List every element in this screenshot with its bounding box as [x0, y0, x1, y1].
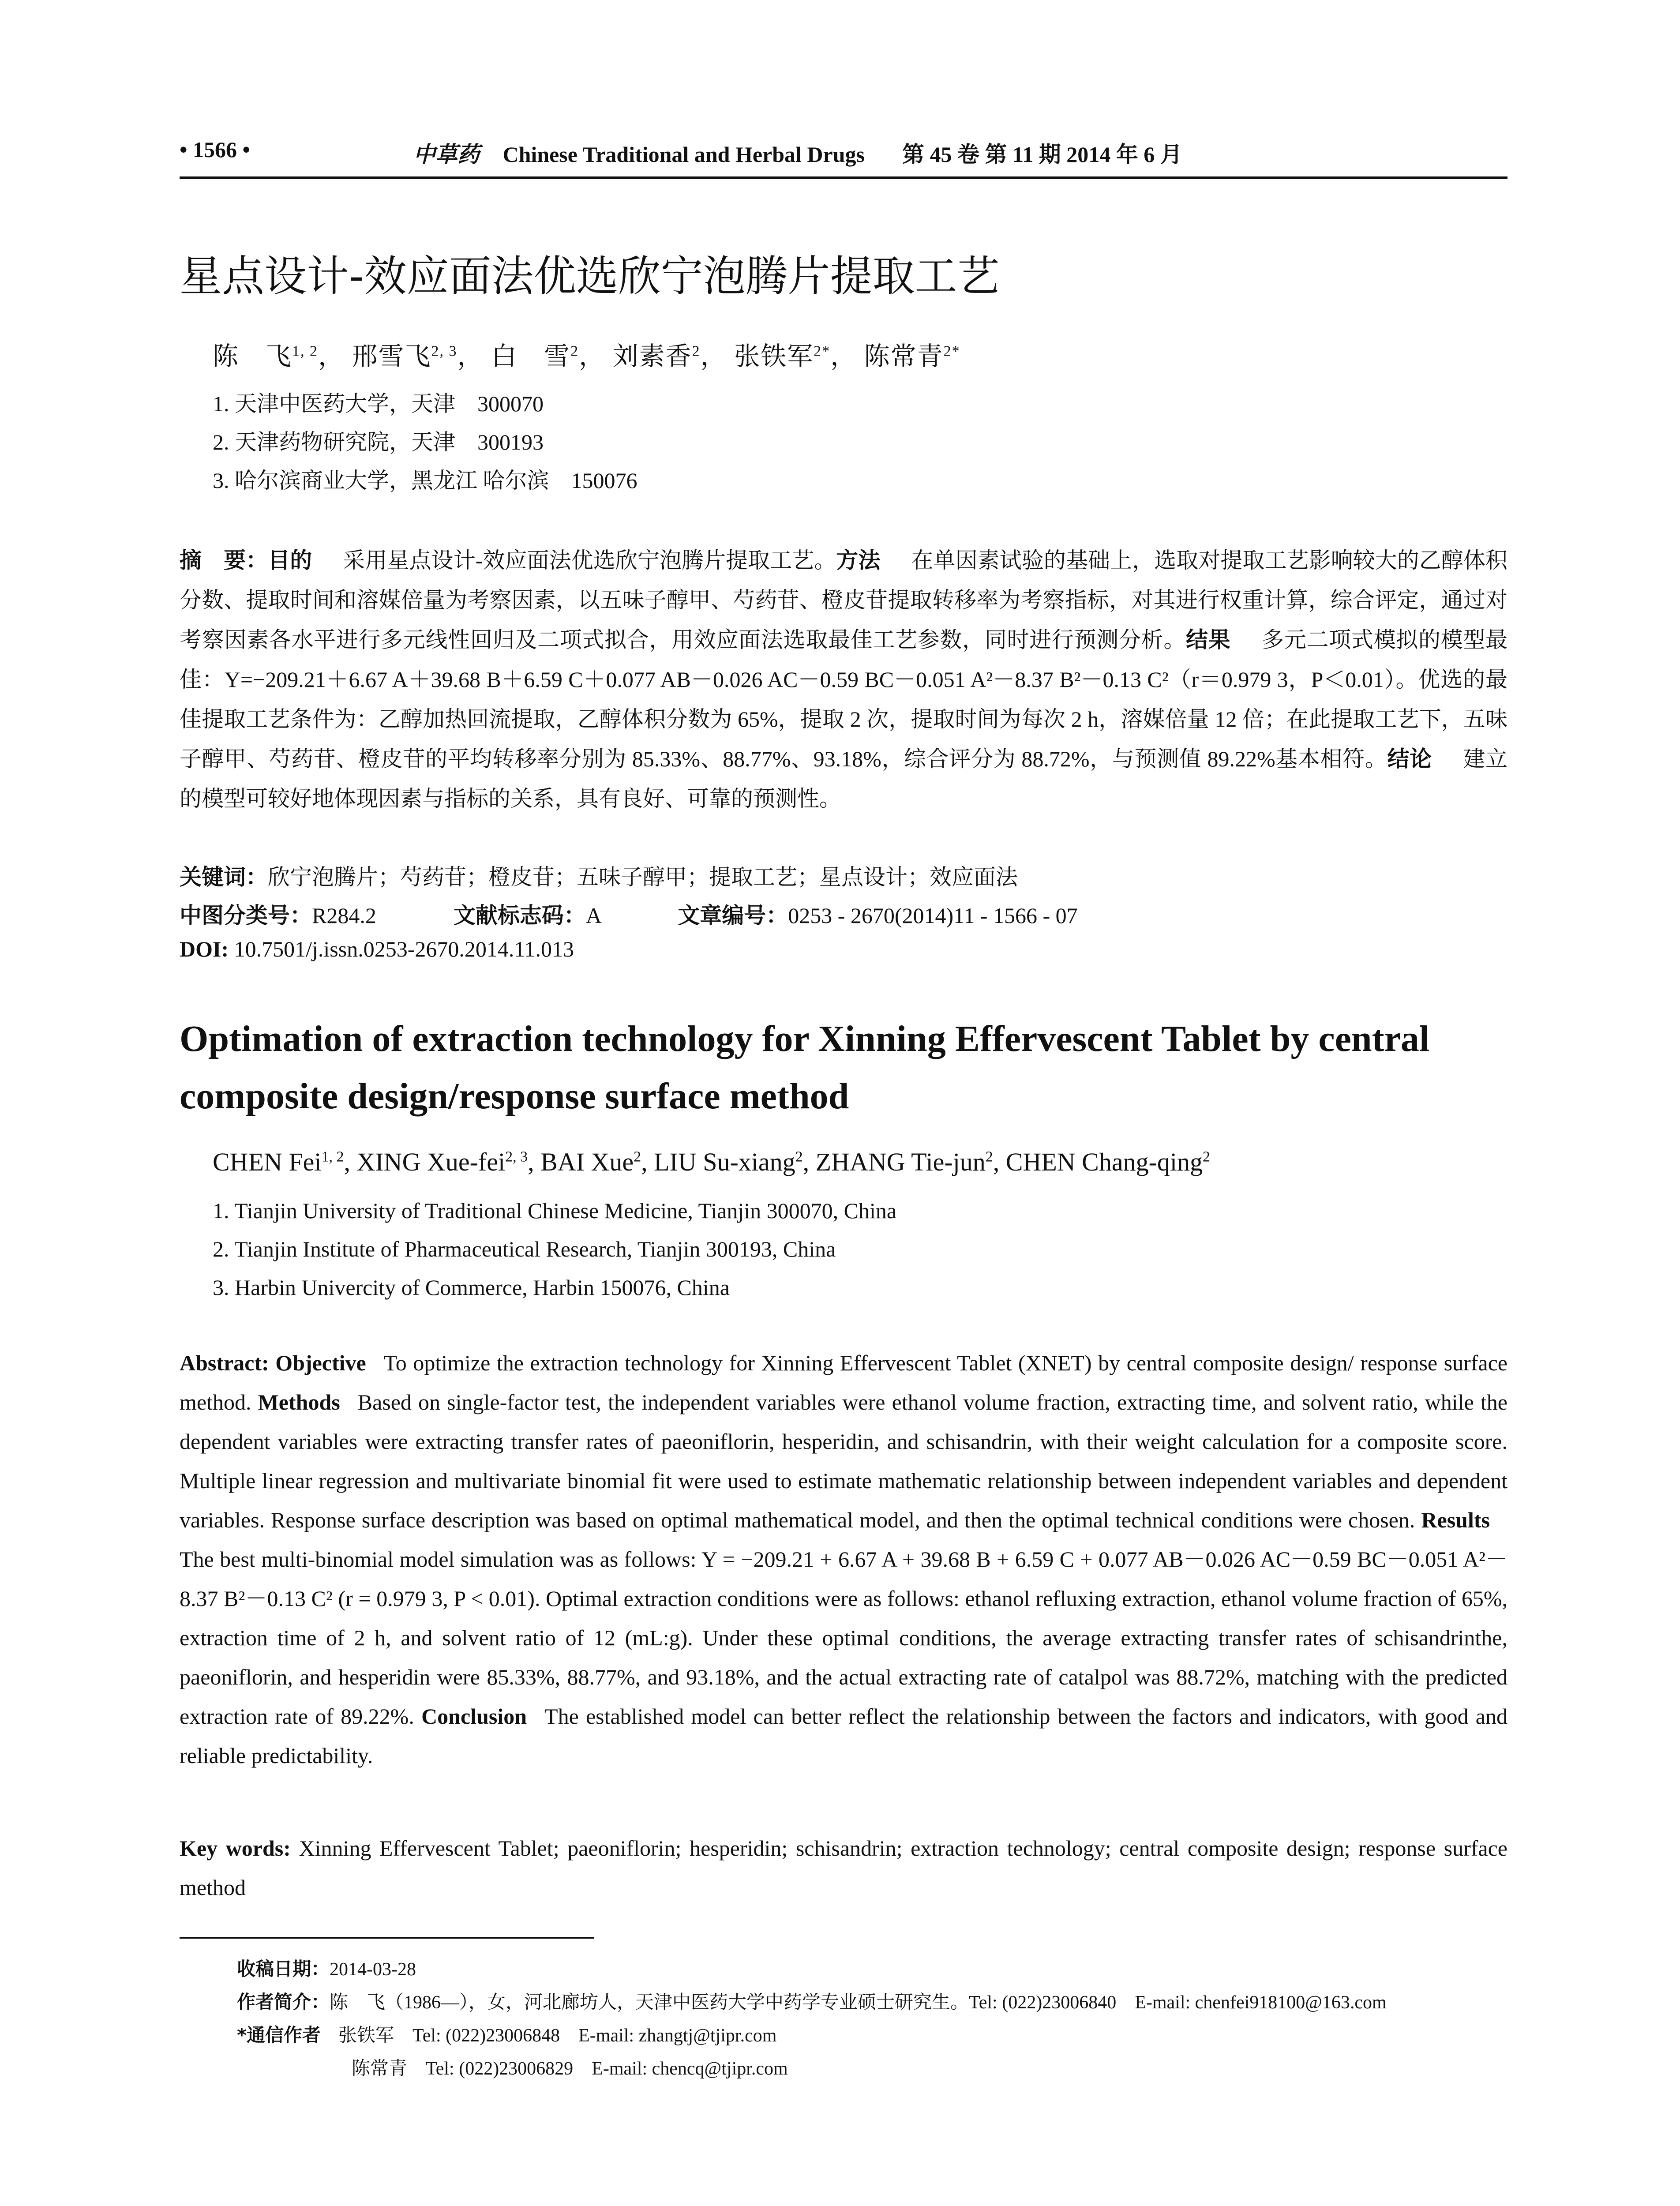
footnote-correspondence	[237, 2021, 776, 2047]
cn-keywords-text: 欣宁泡腾片；芍药苷；橙皮苷；五味子醇甲；提取工艺；星点设计；效应面法	[268, 865, 1018, 889]
journal-cn-name: 中草药	[413, 141, 480, 167]
footnote-correspondence-2: 陈常青 Tel: (022)23006829 E-mail: chencq@tjipr.com	[352, 2059, 788, 2079]
journal-en-name: Chinese Traditional and Herbal Drugs	[502, 142, 865, 167]
cn-keywords-label: 关键词：	[180, 864, 268, 890]
doi-label: DOI:	[180, 937, 229, 961]
article-no-value: 0253 - 2670(2014)11 - 1566 - 07	[788, 903, 1078, 928]
paper-page	[180, 0, 1508, 2206]
received-date: 2014-03-28	[330, 1959, 416, 1980]
en-abstract-label: Abstract:	[180, 1351, 269, 1375]
cn-objective-label: 目的	[268, 548, 312, 573]
running-head	[180, 137, 1508, 172]
author-bio-label: 作者简介：	[237, 1991, 330, 2013]
en-conclusion: The established model can better reflect the relationship between the factors and indicators, with good and reliable predictability.	[180, 1704, 1508, 1768]
doc-code-value: A	[585, 903, 601, 928]
cn-methods-label: 方法	[836, 548, 881, 573]
author-bio-text: 陈 飞（1986—），女，河北廊坊人，天津中医药大学中药学专业硕士研究生。Tel: (022)23006840 E-mail: chenfei918100@163.com	[330, 1992, 1387, 2013]
issue-info: 第 45 卷 第 11 期 2014 年 6 月	[902, 142, 1182, 167]
en-conclusion-label: Conclusion	[421, 1704, 527, 1729]
cn-title: 星点设计-效应面法优选欣宁泡腾片提取工艺	[180, 251, 1000, 301]
clc-value: R284.2	[312, 903, 376, 928]
en-author: BAI Xue$^2$	[540, 1148, 641, 1176]
en-title: Optimation of extraction technology for Xinning Effervescent Tablet by central composite design/response surface method	[180, 1018, 1430, 1117]
en-keywords	[180, 1829, 1508, 1907]
cn-classification	[180, 898, 1078, 930]
cn-author: 邢雪飞$^{2, 3}$	[352, 342, 458, 371]
cn-abstract	[180, 540, 1508, 818]
cn-affiliation: 3. 哈尔滨商业大学，黑龙江 哈尔滨 150076	[213, 468, 638, 493]
en-author: ZHANG Tie-jun$^2$	[815, 1148, 993, 1176]
en-keywords-label: Key words:	[180, 1836, 291, 1861]
article-no-label: 文章编号：	[678, 903, 788, 928]
journal-line	[413, 137, 1182, 169]
doc-code-label: 文献标志码：	[453, 903, 586, 928]
en-objective-label: Objective	[275, 1351, 366, 1375]
cn-conclusion: 建立的模型可较好地体现因素与指标的关系，具有良好、可靠的预测性。	[180, 747, 1508, 811]
corr-author-1: 张铁军 Tel: (022)23006848 E-mail: zhangtj@tjipr.com	[338, 2026, 777, 2046]
footnote-received	[237, 1955, 416, 1981]
clc-label: 中图分类号：	[180, 903, 312, 928]
en-author: CHEN Fei$^{1, 2}$	[213, 1148, 344, 1176]
en-affiliation: 3. Harbin Univercity of Commerce, Harbin 150076, China	[213, 1275, 730, 1300]
en-keywords-text: Xinning Effervescent Tablet; paeoniflorin; hesperidin; schisandrin; extraction technology; central composite design; response surface method	[180, 1836, 1508, 1900]
cn-results-conditions: 优选的最佳提取工艺条件为：乙醇加热回流提取，乙醇体积分数为 65%，提取 2 次，提取时间为每次 2 h，溶媒倍量 12 倍；在此提取工艺下，五味子醇甲、芍药苷、橙皮苷的平均转移率分别为 85.33%、88.77%、93.18%，综合评分为 88.72%，与预测值 89.22%基本相符。	[180, 667, 1508, 771]
cn-author: 白 雪$^2$	[491, 342, 579, 371]
en-methods-label: Methods	[258, 1390, 340, 1414]
en-results-label: Results	[1421, 1508, 1490, 1532]
en-affiliation: 2. Tianjin Institute of Pharmaceutical Research, Tianjin 300193, China	[213, 1237, 836, 1261]
en-affiliation: 1. Tianjin University of Traditional Chinese Medicine, Tianjin 300070, China	[213, 1198, 897, 1223]
en-author: XING Xue-fei$^{2, 3}$	[356, 1148, 528, 1176]
page-number: • 1566 •	[180, 137, 251, 162]
cn-author: 陈 飞$^{1, 2}$	[213, 342, 319, 371]
footnote-rule	[180, 1937, 594, 1939]
cn-abstract-label: 摘 要：	[180, 548, 268, 573]
cn-author: 张铁军$^{2*}$	[734, 342, 831, 371]
cn-authors: 陈 飞$^{1, 2}$， 邢雪飞$^{2, 3}$， 白 雪$^2$， 刘素香$^2$， 张铁军$^{2*}$， 陈常青$^{2*}$	[213, 342, 960, 371]
cn-objective: 采用星点设计-效应面法优选欣宁泡腾片提取工艺。	[343, 548, 836, 573]
en-methods: Based on single-factor test, the independent variables were ethanol volume fraction, extracting time, and solvent ratio, while the dependent variables were extracting transfer rates of paeoniflorin, hesperidin, and schisandrin, with their weight calculation for a composite score. Multiple linear regression and multivariate binomial fit were used to estimate mathematic relationship between independent variables and dependent variables. Response surface description was based on optimal mathematical model, and then the optimal technical conditions were chosen.	[180, 1390, 1508, 1532]
en-objective: To optimize the extraction technology for Xinning Effervescent Tablet (XNET) by central composite design/ response surface method.	[180, 1351, 1508, 1414]
cn-conclusion-label: 结论	[1387, 746, 1432, 772]
en-abstract	[180, 1343, 1508, 1775]
en-authors: CHEN Fei$^{1, 2}$, XING Xue-fei$^{2, 3}$, BAI Xue$^2$, LIU Su-xiang$^2$, ZHANG Tie-jun$^2$, CHEN Chang-qing$^2$	[213, 1148, 1211, 1176]
corr-label: *通信作者	[237, 2024, 321, 2046]
cn-methods: 在单因素试验的基础上，选取对提取工艺影响较大的乙醇体积分数、提取时间和溶媒倍量为考察因素，以五味子醇甲、芍药苷、橙皮苷提取转移率为考察指标，对其进行权重计算，综合评定，通过对考察因素各水平进行多元线性回归及二项式拟合，用效应面法选取最佳工艺参数，同时进行预测分析。	[180, 548, 1508, 652]
footnote-author-bio	[237, 1988, 1387, 2014]
cn-keywords	[180, 859, 1018, 891]
cn-affiliation: 2. 天津药物研究院，天津 300193	[213, 430, 544, 454]
doi-value: 10.7501/j.issn.0253-2670.2014.11.013	[234, 937, 574, 961]
en-author: LIU Su-xiang$^2$	[654, 1148, 803, 1176]
doi-line	[180, 936, 574, 962]
en-author: CHEN Chang-qing$^2$	[1005, 1148, 1211, 1176]
received-label: 收稿日期：	[237, 1958, 330, 1980]
cn-affiliation: 1. 天津中医药大学，天津 300070	[213, 391, 544, 416]
cn-author: 刘素香$^2$	[612, 342, 701, 371]
en-results-conditions: Optimal extraction conditions were as follows: ethanol refluxing extraction, ethanol volume fraction of 65%, extraction time of 2 h, and solvent ratio of 12 (mL:g). Under these optimal conditions, the average extracting transfer rates of schisandrinthe, paeoniflorin, and hesperidin were 85.33%, 88.77%, and 93.18%, and the actual extracting rate of catalpol was 88.72%, matching with the predicted extraction rate of 89.22%.	[180, 1586, 1508, 1729]
header-rule	[180, 176, 1508, 179]
cn-author: 陈常青$^{2*}$	[864, 342, 960, 371]
en-results-model: The best multi-binomial model simulation was as follows: Y = −209.21 + 6.67 A + 39.68 B + 6.59 C + 0.077 AB－0.026 AC－0.59 BC－0.051 A²－8.37 B²－0.13 C² (r = 0.979 3, P < 0.01).	[180, 1547, 1508, 1611]
cn-results-model: 多元二项式模拟的模型最佳：Y=−209.21＋6.67 A＋39.68 B＋6.59 C＋0.077 AB－0.026 AC－0.59 BC－0.051 A²－8.37 B²－0.13 C²（r＝0.979 3，P＜0.01）。	[180, 627, 1508, 692]
cn-results-label: 结果	[1186, 627, 1231, 653]
